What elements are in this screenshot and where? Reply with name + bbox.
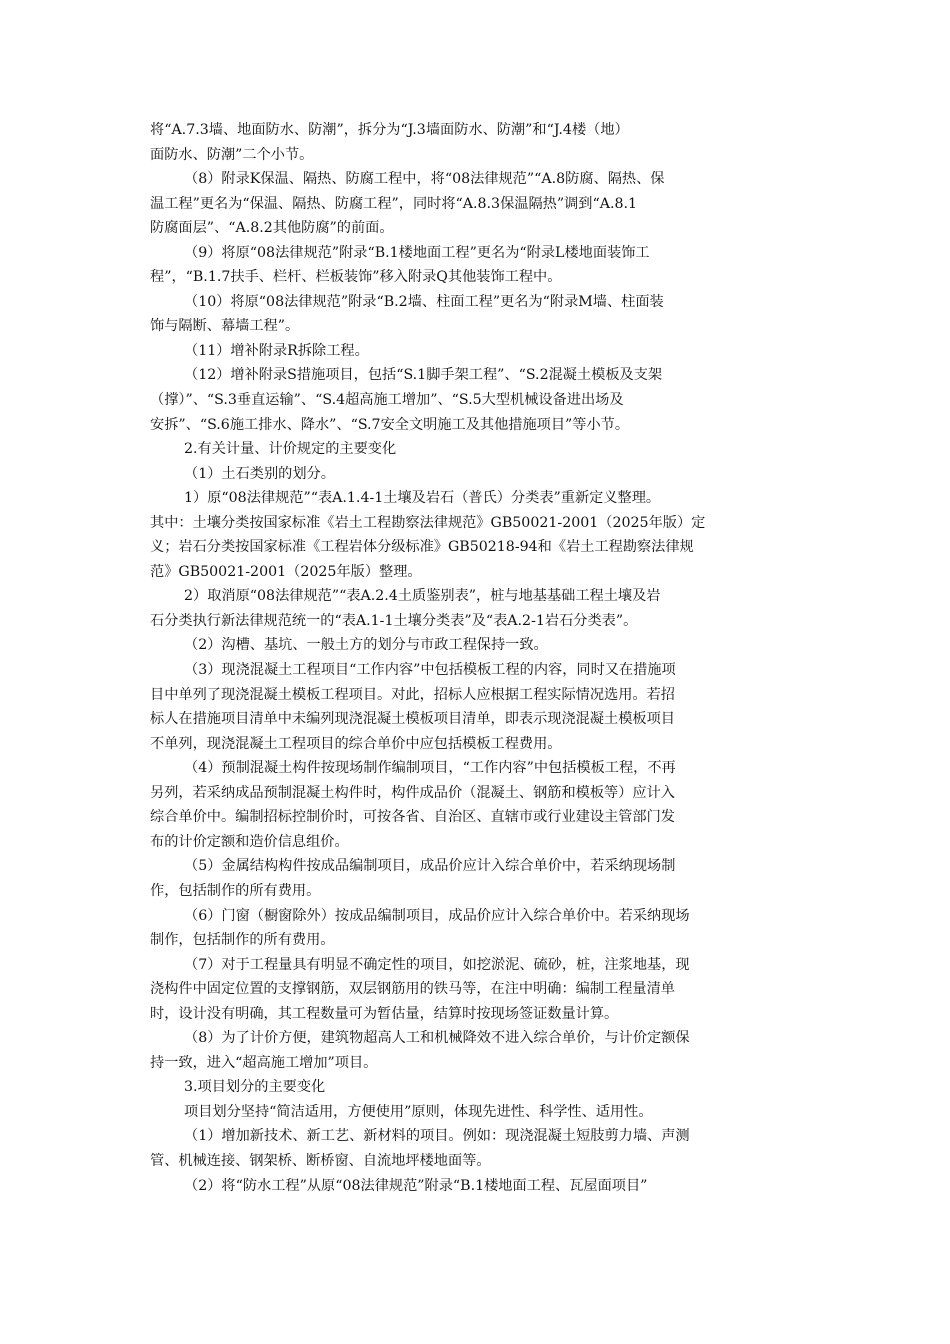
text-line: （8）为了计价方便，建筑物超高人工和机械降效不进入综合单价，与计价定额保 <box>184 1030 690 1047</box>
text-line: 持一致，进入“超高施工增加”项目。 <box>150 1054 378 1071</box>
text-line: 将“A.7.3墙、地面防水、防潮”，拆分为“J.3墙面防水、防潮”和“J.4楼（地） <box>150 122 629 138</box>
text-line: 作，包括制作的所有费用。 <box>150 882 321 899</box>
text-line: （3）现浇混凝土工程项目“工作内容”中包括模板工程的内容，同时又在措施项 <box>184 662 676 679</box>
text-line: （4）预制混凝土构件按现场制作编制项目，“工作内容”中包括模板工程，不再 <box>184 760 676 777</box>
text-line: 其中：土壤分类按国家标准《岩土工程勘察法律规范》GB50021-2001（2025年版）定 <box>150 514 706 531</box>
text-line: （10）将原“08法律规范”附录“B.2墙、柱面工程”更名为“附录M墙、柱面装 <box>184 293 664 310</box>
text-line: （11）增补附录R拆除工程。 <box>184 342 369 359</box>
text-line: 义；岩石分类按国家标准《工程岩体分级标准》GB50218-94和《岩土工程勘察法律规 <box>150 539 694 556</box>
text-line: 程”，“B.1.7扶手、栏杆、栏板装饰”移入附录Q其他装饰工程中。 <box>150 269 562 286</box>
text-line: 安拆”、“S.6施工排水、降水”、“S.7安全文明施工及其他措施项目”等小节。 <box>150 416 630 433</box>
text-line: 不单列，现浇混凝土工程项目的综合单价中应包括模板工程费用。 <box>150 735 562 752</box>
text-line: （7）对于工程量具有明显不确定性的项目，如挖淤泥、硫砂，桩，注浆地基，现 <box>184 956 690 973</box>
text-line: 时，设计没有明确，其工程数量可为暂估量，结算时按现场签证数量计算。 <box>150 1005 619 1022</box>
text-line: 目中单列了现浇混凝土模板工程项目。对此，招标人应根据工程实际情况选用。若招 <box>150 686 675 703</box>
text-line: 饰与隔断、幕墙工程”。 <box>150 318 300 335</box>
text-line: 布的计价定额和造价信息组价。 <box>150 833 349 850</box>
text-line: （2）沟槽、基坑、一般土方的划分与市政工程保持一致。 <box>184 637 548 654</box>
text-line: （2）将“防水工程”从原“08法律规范”附录“B.1楼地面工程、瓦屋面项目” <box>184 1177 648 1194</box>
text-line: 防腐面层”、“A.8.2其他防腐”的前面。 <box>150 220 394 237</box>
text-line: 范》GB50021-2001（2025年版）整理。 <box>150 563 422 580</box>
text-line: （5）金属结构构件按成品编制项目，成品价应计入综合单价中，若采纳现场制 <box>184 858 676 875</box>
text-line: 1）原“08法律规范”“表A.1.4-1土壤及岩石（普氏）分类表”重新定义整理。 <box>184 490 661 507</box>
text-line: 另列，若采纳成品预制混凝土构件时，构件成品价（混凝土、钢筋和模板等）应计入 <box>150 784 675 801</box>
text-line: （8）附录K保温、隔热、防腐工程中，将“08法律规范”“A.8防腐、隔热、保 <box>184 171 665 188</box>
text-line: 2.有关计量、计价规定的主要变化 <box>184 441 397 458</box>
text-line: 3.项目划分的主要变化 <box>184 1079 326 1096</box>
text-line: 2）取消原“08法律规范”“表A.2.4土质鉴别表”，桩与地基基础工程土壤及岩 <box>184 588 661 605</box>
text-line: （9）将原“08法律规范”附录“B.1楼地面工程”更名为“附录L楼地面装饰工 <box>184 244 650 261</box>
text-line: 标人在措施项目清单中未编列现浇混凝土模板项目清单，即表示现浇混凝土模板项目 <box>150 711 675 728</box>
text-line: （6）门窗（橱窗除外）按成品编制项目，成品价应计入综合单价中。若采纳现场 <box>184 907 690 924</box>
text-line: 制作，包括制作的所有费用。 <box>150 932 335 949</box>
text-line: （12）增补附录S措施项目，包括“S.1脚手架工程”、“S.2混凝土模板及支架 <box>184 367 663 384</box>
text-line: 面防水、防潮”二个小节。 <box>150 146 314 163</box>
document-page <box>150 118 805 1198</box>
text-line: 管、机械连接、钢架桥、断桥窗、自流地坪楼地面等。 <box>150 1152 491 1169</box>
text-line: 项目划分坚持“简洁适用，方便使用”原则，体现先进性、科学性、适用性。 <box>184 1103 653 1120</box>
text-line: （1）土石类别的划分。 <box>184 465 335 482</box>
text-line: （撑）”、“S.3垂直运输”、“S.4超高施工增加”、“S.5大型机械设备进出场及 <box>150 392 624 409</box>
text-line: 石分类执行新法律规范统一的“表A.1-1土壤分类表”及“表A.2-1岩石分类表”。 <box>150 612 638 629</box>
text-line: （1）增加新技术、新工艺、新材料的项目。例如：现浇混凝土短肢剪力墙、声测 <box>184 1128 690 1145</box>
text-line: 浇构件中固定位置的支撑钢筋，双层钢筋用的铁马等，在注中明确：编制工程量清单 <box>150 981 675 998</box>
text-line: 综合单价中。编制招标控制价时，可按各省、自治区、直辖市或行业建设主管部门发 <box>150 809 675 826</box>
text-line: 温工程”更名为“保温、隔热、防腐工程”，同时将“A.8.3保温隔热”调到“A.8.1 <box>150 195 638 212</box>
